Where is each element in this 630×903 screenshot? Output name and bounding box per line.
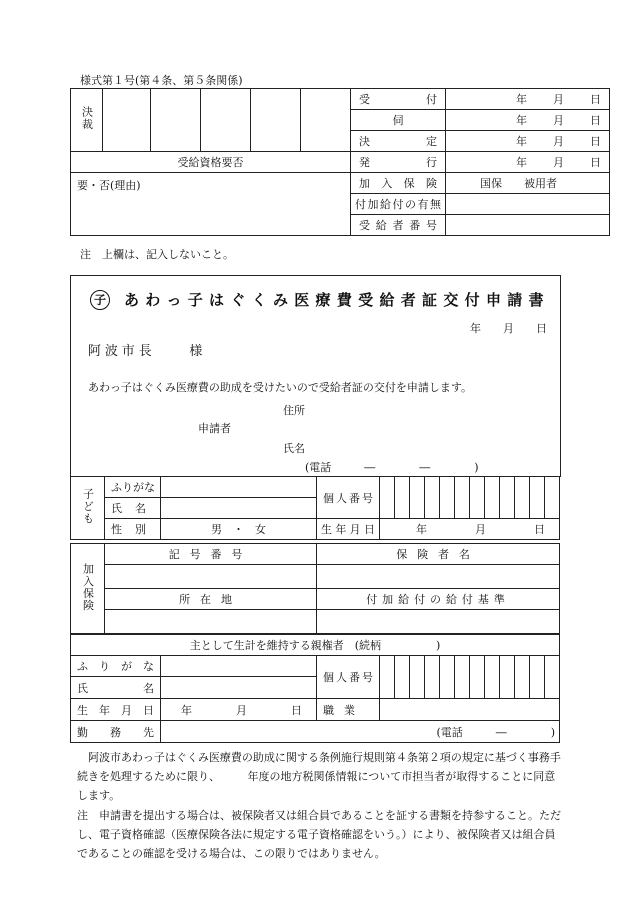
insurance-table [70, 543, 560, 634]
digit-box[interactable] [515, 656, 530, 699]
child-birthdate-value[interactable]: 年 月 日 [380, 519, 560, 540]
additional-benefit-value[interactable] [446, 194, 610, 215]
guardian-table [70, 634, 560, 743]
child-furigana-label: ふりがな [105, 477, 161, 498]
inquiry-label: 伺 [351, 110, 446, 131]
decision-label: 決定 [351, 131, 446, 152]
receipt-date[interactable]: 年 月 日 [446, 89, 610, 110]
child-name-input[interactable] [161, 498, 317, 519]
digit-box[interactable] [515, 477, 530, 519]
insurance-label: 加入保険 [351, 173, 446, 194]
guardian-workplace-label: 勤務先 [71, 721, 161, 743]
child-table [70, 476, 560, 540]
reason-cell[interactable]: 要・否(理由) [71, 173, 351, 236]
form-number: 様式第１号(第４条、第５条関係) [80, 74, 243, 87]
admin-note: 注 上欄は、記入しないこと。 [80, 248, 234, 261]
guardian-name-input[interactable] [161, 677, 317, 699]
child-birthdate-label: 生年月日 [317, 519, 380, 540]
child-gender-label: 性別 [105, 519, 161, 540]
digit-box[interactable] [470, 656, 485, 699]
insurer-name-label: 保険者名 [317, 544, 560, 565]
symbol-number-input[interactable] [105, 565, 317, 589]
digit-box[interactable] [455, 656, 470, 699]
recipient-number-value[interactable] [446, 215, 610, 236]
guardian-name-label: 氏名 [71, 677, 161, 699]
digit-box[interactable] [380, 477, 395, 519]
digit-box[interactable] [410, 656, 425, 699]
digit-box[interactable] [425, 656, 440, 699]
location-label: 所在地 [105, 589, 317, 610]
location-input[interactable] [105, 610, 317, 634]
insurance-options[interactable]: 国保 被用者 [446, 173, 610, 194]
digit-box[interactable] [485, 477, 500, 519]
child-name-label: 氏名 [105, 498, 161, 519]
address-label: 住所 [283, 404, 305, 417]
issue-date[interactable]: 年 月 日 [446, 152, 610, 173]
digit-box[interactable] [470, 477, 485, 519]
digit-box[interactable] [485, 656, 500, 699]
digit-box[interactable] [500, 656, 515, 699]
child-section-label: 子ども [71, 477, 105, 540]
guardian-occupation-input[interactable] [380, 699, 560, 721]
digit-box[interactable] [425, 477, 440, 519]
digit-box[interactable] [395, 477, 410, 519]
digit-box[interactable] [545, 656, 560, 699]
decision-date[interactable]: 年 月 日 [446, 131, 610, 152]
issue-label: 発行 [351, 152, 446, 173]
application-date[interactable]: 年 月 日 [470, 322, 547, 335]
child-furigana-input[interactable] [161, 477, 317, 498]
digit-box[interactable] [500, 477, 515, 519]
guardian-heading: 主として生計を維持する親権者 (続柄 ) [71, 635, 560, 656]
digit-box[interactable] [410, 477, 425, 519]
guardian-furigana-input[interactable] [161, 656, 317, 677]
guardian-birthdate-label: 生年月日 [71, 699, 161, 721]
guardian-personal-number-label: 個人番号 [317, 656, 380, 699]
addressee: 阿波市長 様 [88, 344, 207, 359]
request-text: あわっ子はぐくみ医療費の助成を受けたいので受給者証の交付を申請します。 [88, 381, 473, 394]
guardian-workplace-phone[interactable]: (電話 ― ) [161, 721, 560, 743]
digit-box[interactable] [545, 477, 560, 519]
guardian-birthdate-value[interactable]: 年 月 日 [161, 699, 317, 721]
receipt-label: 受付 [351, 89, 446, 110]
additional-benefit-label: 付加給付の有無 [351, 194, 446, 215]
guardian-furigana-label: ふりがな [71, 656, 161, 677]
digit-box[interactable] [530, 477, 545, 519]
digit-box[interactable] [440, 477, 455, 519]
digit-box[interactable] [440, 656, 455, 699]
child-gender-options[interactable]: 男 ・ 女 [161, 519, 317, 540]
guardian-occupation-label: 職業 [317, 699, 380, 721]
recipient-number-label: 受給者番号 [351, 215, 446, 236]
note-text: 注 申請書を提出する場合は、被保険者又は組合員であることを証する書類を持参すること。ただし、電子資格確認（医療保険各法に規定する電子資格確認をいう。）により、被保険者又は組合員であることの確認を受ける場合は、この限りではありません。 [77, 809, 561, 860]
form-title: 子 あわっ子はぐくみ医療費受給者証交付申請書 [90, 289, 550, 310]
applicant-phone[interactable]: (電話 ― ― ) [305, 461, 479, 474]
benefit-standard-label: 付加給付の給付基準 [317, 589, 560, 610]
eligibility-label: 受給資格要否 [71, 152, 351, 173]
kessai-label: 決裁 [71, 89, 103, 152]
child-personal-number-label: 個人番号 [317, 477, 380, 519]
insurer-name-input[interactable] [317, 565, 560, 589]
inquiry-date[interactable]: 年 月 日 [446, 110, 610, 131]
admin-table [70, 88, 610, 236]
digit-box[interactable] [380, 656, 395, 699]
digit-box[interactable] [395, 656, 410, 699]
kodomo-icon: 子 [90, 290, 110, 310]
insurance-section-label: 加入保険 [71, 544, 105, 634]
consent-text: 阿波市あわっ子はぐくみ医療費の助成に関する条例施行規則第４条第２項の規定に基づく事務手続きを処理するために限り、 年度の地方税関係情報について市担当者が取得することに同意します。 [77, 751, 561, 802]
symbol-number-label: 記号番号 [105, 544, 317, 565]
digit-box[interactable] [530, 656, 545, 699]
applicant-label: 申請者 [198, 422, 231, 435]
benefit-standard-input[interactable] [317, 610, 560, 634]
digit-box[interactable] [455, 477, 470, 519]
name-label: 氏名 [283, 442, 305, 455]
